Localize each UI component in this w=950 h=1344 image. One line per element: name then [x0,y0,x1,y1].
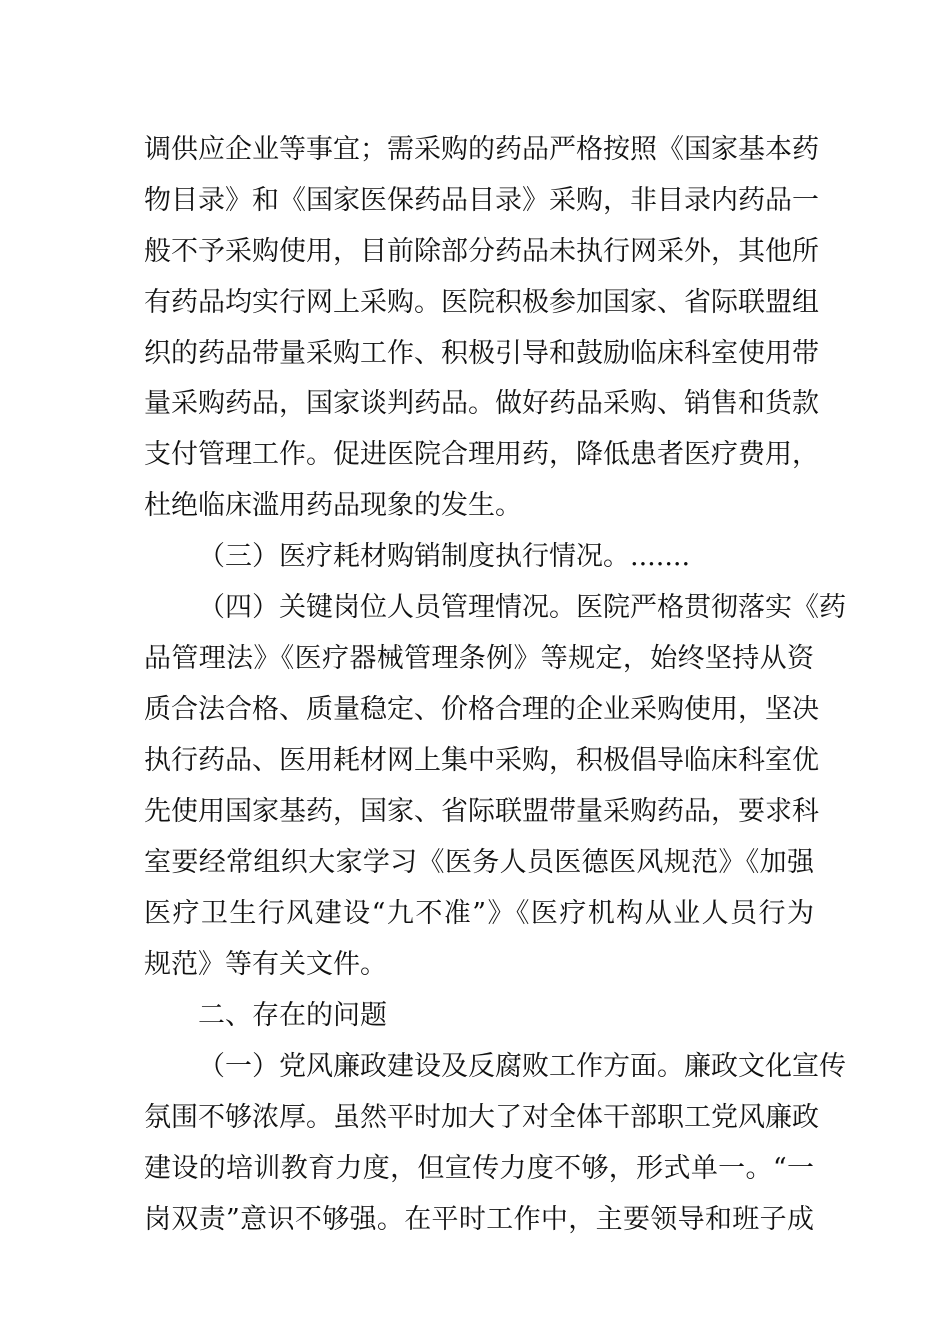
text-line-15: 室要经常组织大家学习《医务人员医德医风规范》《加强 [144,847,814,878]
text-line-3: 般不予采购使用，目前除部分药品未执行网采外，其他所 [144,236,819,267]
text-line-13: 执行药品、医用耗材网上集中采购，积极倡导临床科室优 [144,745,819,776]
text-line-7: 支付管理工作。促进医院合理用药，降低患者医疗费用， [144,439,819,470]
text-line-20: 氛围不够浓厚。虽然平时加大了对全体干部职工党风廉政 [144,1102,819,1133]
text-line-1: 调供应企业等事宜；需采购的药品严格按照《国家基本药 [144,134,819,165]
section-heading-3: （三）医疗耗材购销制度执行情况。....... [198,541,691,572]
text-line-21: 建设的培训教育力度，但宣传力度不够，形式单一。“一 [144,1153,814,1184]
text-line-17: 规范》等有关文件。 [144,949,387,980]
text-line-14: 先使用国家基药，国家、省际联盟带量采购药品，要求科 [144,796,819,827]
text-line-11: 品管理法》《医疗器械管理条例》等规定，始终坚持从资 [144,643,814,674]
text-line-12: 质合法合格、质量稳定、价格合理的企业采购使用，坚决 [144,694,819,725]
text-line-19: （一）党风廉政建设及反腐败工作方面。廉政文化宣传 [198,1051,846,1082]
text-line-22: 岗双责”意识不够强。在平时工作中，主要领导和班子成 [144,1204,814,1235]
text-line-10: （四）关键岗位人员管理情况。医院严格贯彻落实《药 [198,592,846,623]
text-line-2: 物目录》和《国家医保药品目录》采购，非目录内药品一 [144,185,819,216]
text-line-16: 医疗卫生行风建设“九不准”》《医疗机构从业人员行为 [144,898,814,929]
section-heading-2: 二、存在的问题 [198,1000,387,1031]
text-line-8: 杜绝临床滥用药品现象的发生。 [144,490,522,521]
text-line-6: 量采购药品，国家谈判药品。做好药品采购、销售和货款 [144,388,819,419]
text-line-5: 织的药品带量采购工作、积极引导和鼓励临床科室使用带 [144,338,819,369]
text-line-4: 有药品均实行网上采购。医院积极参加国家、省际联盟组 [144,287,819,318]
